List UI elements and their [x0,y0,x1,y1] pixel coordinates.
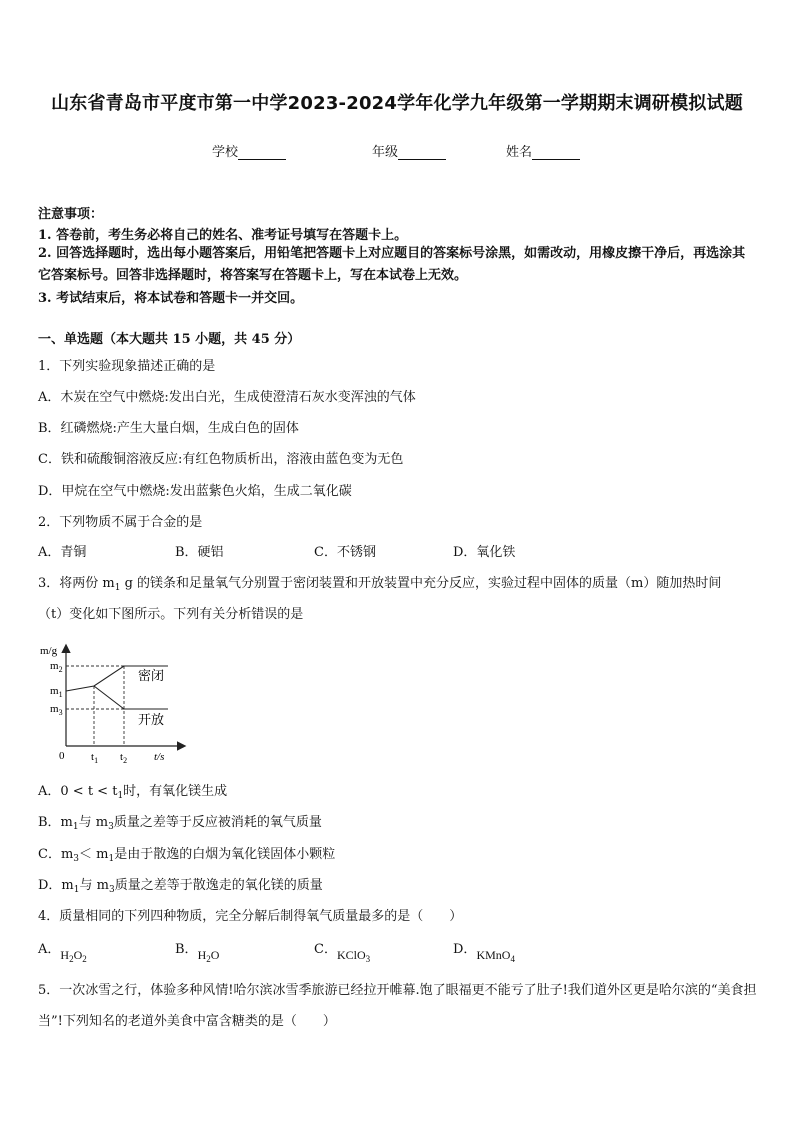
q4-option-c: C．KClO$_3$ [314,942,371,964]
q2-option-b: B．硬铝 [175,545,224,560]
q3-stem-line1 [38,572,721,591]
name-label: 姓名 [506,145,533,160]
q3-stem-sub: 1 [114,583,121,593]
q3-option-b: B．$m_1$与 $m_3$质量之差等于反应被消耗的氧气质量 [38,815,322,832]
q2-option-d: D．氧化铁 [453,545,516,560]
q2-option-c: C．不锈钢 [314,545,376,560]
closed-label: 密闭 [138,668,165,683]
q1-option-c: C．铁和硫酸铜溶液反应:有红色物质析出，溶液由蓝色变为无色 [38,452,404,467]
q1-option-d: D．甲烷在空气中燃烧:发出蓝紫色火焰，生成二氧化碳 [38,484,352,499]
q1-option-b: B．红磷燃烧:产生大量白烟，生成白色的固体 [38,421,299,436]
notice-item-1: 1. 答卷前，考生务必将自己的姓名、准考证号填写在答题卡上。 [38,228,408,243]
notice-heading: 注意事项： [38,207,104,222]
notice-item-3: 3. 考试结束后，将本试卷和答题卡一并交回。 [38,291,304,306]
q1-stem: 1．下列实验现象描述正确的是 [38,359,216,374]
name-field [506,141,580,160]
school-blank [238,145,286,160]
grade-label: 年级 [372,145,399,160]
q3-mass-time-graph [38,638,198,770]
origin-label: 0 [59,750,65,762]
q3-stem-a: 3．将两份 m [38,576,115,591]
q1-option-a: A．木炭在空气中燃烧:发出白光，生成使澄清石灰水变浑浊的气体 [38,390,416,405]
q3-option-c: C．$m_3< m_1$是由于散逸的白烟为氧化镁固体小颗粒 [38,847,336,864]
q3-option-d: D．$m_1$与 $m_3$质量之差等于散逸走的氧化镁的质量 [38,878,323,895]
q5-stem: 5．一次冰雪之行，体验多种风情!哈尔滨冰雪季旅游已经拉开帷幕.饱了眼福更不能亏了肚子!我们道外区更是哈尔滨的“美食担当”!下列知名的老道外美食中富含糖类的是（ ） [38,983,757,1029]
tick-m3: $m_3$ [50,703,63,717]
open-label: 开放 [138,712,165,727]
grade-blank [398,145,446,160]
y-axis-label: m/g [40,645,58,657]
q2-stem: 2．下列物质不属于合金的是 [38,515,203,530]
q3-stem-b: g 的镁条和足量氧气分别置于密闭装置和开放装置中充分反应，实验过程中固体的质量（m）随加热时间 [120,576,722,591]
name-blank [532,145,580,160]
tick-t1: $t_1$ [91,751,99,765]
school-label: 学校 [212,145,239,160]
notice-item-2: 2. 回答选择题时，选出每小题答案后，用铅笔把答题卡上对应题目的答案标号涂黑，如需改动，用橡皮擦干净后，再选涂其它答案标号。回答非选择题时，将答案写在答题卡上，写在本试卷上无效。 [38,246,746,283]
q2-option-a: A．青铜 [38,545,87,560]
q4-option-d: D．KMnO$_4$ [453,942,515,964]
open-curve [94,686,168,709]
q4-stem: 4．质量相同的下列四种物质，完全分解后制得氧气质量最多的是（ ） [38,909,463,924]
grade-field [372,141,446,160]
q4-option-b: B．$H_2O$ [175,942,220,964]
tick-m1: $m_1$ [50,685,63,699]
x-axis-label: t/s [154,751,165,763]
tick-m2: $m_2$ [50,660,63,674]
tick-t2: $t_2$ [120,751,128,765]
section-title: 一、单选题（本大题共 15 小题，共 45 分） [38,332,301,347]
q3-stem-line2: （t）变化如下图所示。下列有关分析错误的是 [38,607,304,622]
school-field [212,141,286,160]
page-title: 山东省青岛市平度市第一中学2023-2024学年化学九年级第一学期期末调研模拟试题 [51,93,743,114]
q3-option-a: A．$0 < t < t_1$时，有氧化镁生成 [38,784,228,801]
q4-option-a: A．$H_2O_2$ [38,942,87,964]
